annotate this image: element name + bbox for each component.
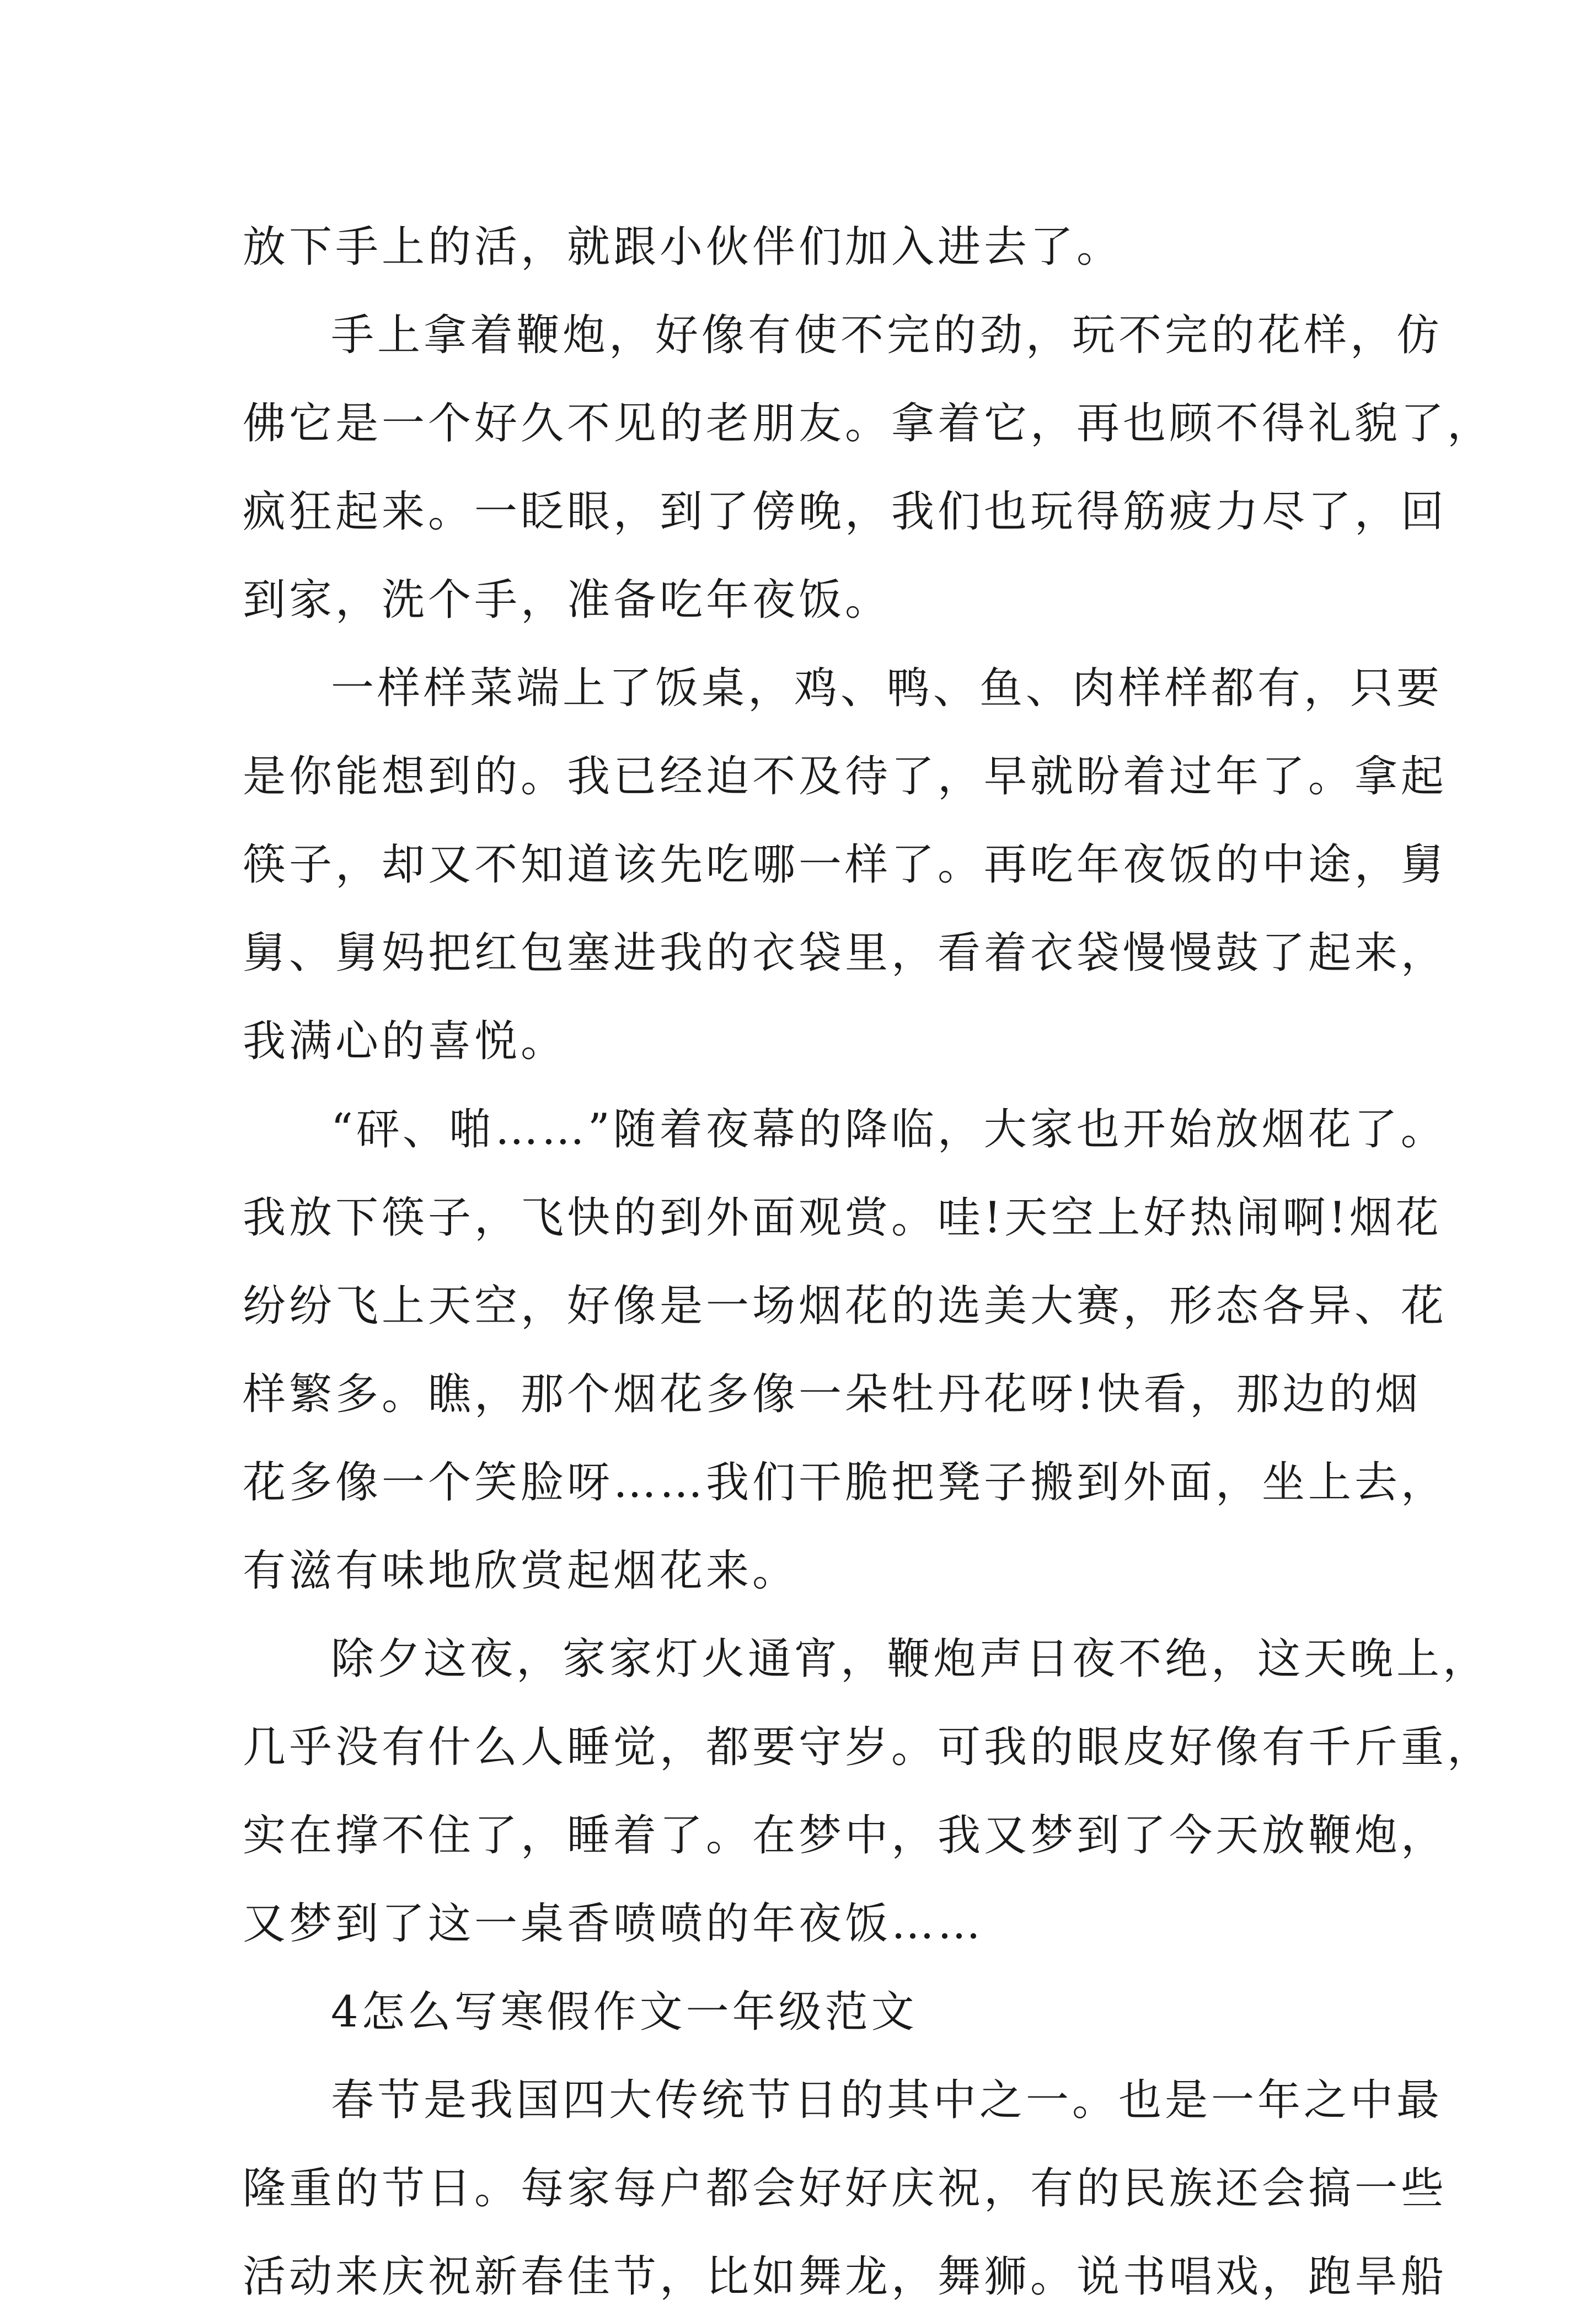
text-line: 我满心的喜悦。 <box>243 1017 567 1066</box>
section-heading: 4怎么写寒假作文一年级范文 <box>331 1987 918 2037</box>
text-line: 实在撑不住了，睡着了。在梦中，我又梦到了今天放鞭炮， <box>243 1811 1448 1860</box>
text-line: 疯狂起来。一眨眼，到了傍晚，我们也玩得筋疲力尽了，回 <box>243 487 1448 537</box>
text-line: 筷子，却又不知道该先吃哪一样了。再吃年夜饭的中途，舅 <box>243 840 1448 890</box>
text-line: 我放下筷子，飞快的到外面观赏。哇!天空上好热闹啊!烟花 <box>243 1193 1442 1243</box>
text-line: 是你能想到的。我已经迫不及待了，早就盼着过年了。拿起 <box>243 752 1448 801</box>
document-body <box>243 203 1494 2321</box>
text-line: 花多像一个笑脸呀……我们干脆把凳子搬到外面，坐上去， <box>243 1458 1448 1507</box>
text-line: 又梦到了这一桌香喷喷的年夜饭…… <box>243 1899 984 1949</box>
text-line: 除夕这夜，家家灯火通宵，鞭炮声日夜不绝，这天晚上， <box>331 1634 1490 1684</box>
text-line: 手上拿着鞭炮，好像有使不完的劲，玩不完的花样，仿 <box>331 311 1443 360</box>
text-line: “砰、啪……”随着夜幕的降临，大家也开始放烟花了。 <box>331 1105 1447 1154</box>
text-line: 到家，洗个手，准备吃年夜饭。 <box>243 575 892 625</box>
text-line: 一样样菜端上了饭桌，鸡、鸭、鱼、肉样样都有，只要 <box>331 664 1443 713</box>
text-line: 春节是我国四大传统节日的其中之一。也是一年之中最 <box>331 2076 1443 2125</box>
text-line: 纷纷飞上天空，好像是一场烟花的选美大赛，形态各异、花 <box>243 1281 1448 1331</box>
text-line: 放下手上的活，就跟小伙伴们加入进去了。 <box>243 222 1123 272</box>
text-line: 活动来庆祝新春佳节，比如舞龙，舞狮。说书唱戏，跑旱船 <box>243 2252 1448 2302</box>
text-line: 样繁多。瞧，那个烟花多像一朵牡丹花呀!快看，那边的烟 <box>243 1370 1422 1419</box>
text-line: 佛它是一个好久不见的老朋友。拿着它，再也顾不得礼貌了， <box>243 399 1494 448</box>
text-line: 几乎没有什么人睡觉，都要守岁。可我的眼皮好像有千斤重， <box>243 1723 1494 1772</box>
text-line: 有滋有味地欣赏起烟花来。 <box>243 1546 799 1596</box>
text-line: 舅、舅妈把红包塞进我的衣袋里，看着衣袋慢慢鼓了起来， <box>243 928 1448 978</box>
text-line: 隆重的节日。每家每户都会好好庆祝，有的民族还会搞一些 <box>243 2164 1448 2213</box>
